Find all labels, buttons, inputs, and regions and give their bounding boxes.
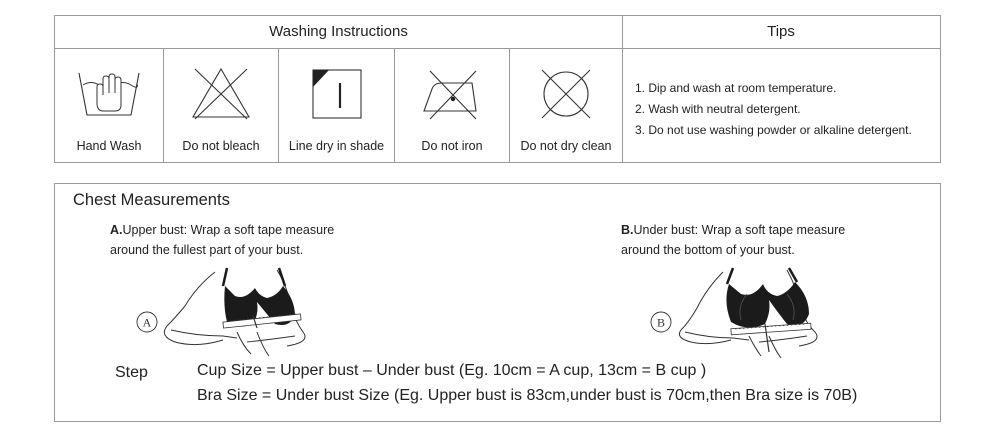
upper-bust-illustration [127, 266, 347, 361]
hand-wash-icon [77, 65, 141, 123]
care-label: Do not dry clean [520, 139, 612, 153]
tips-header: Tips [767, 23, 795, 40]
under-bust-instruction [621, 220, 845, 260]
cup-size-formula: Cup Size = Upper bust – Under bust (Eg. 10cm = A cup, 13cm = B cup ) [197, 362, 707, 379]
do-not-iron-icon [420, 65, 484, 123]
care-label: Hand Wash [76, 139, 142, 153]
table-divider [622, 16, 623, 162]
washing-instructions-table [54, 15, 941, 163]
care-label: Do not bleach [182, 139, 260, 153]
care-cell-hand-wash [55, 49, 163, 162]
do-not-bleach-icon [189, 65, 253, 123]
washing-instructions-header: Washing Instructions [269, 23, 408, 40]
tips-list [635, 78, 935, 141]
upper-bust-line2: around the fullest part of your bust. [110, 243, 304, 257]
under-bust-line2: around the bottom of your bust. [621, 243, 795, 257]
tip-item: 1. Dip and wash at room temperature. [635, 81, 837, 95]
upper-bust-instruction [110, 220, 334, 260]
care-label: Line dry in shade [288, 139, 385, 153]
under-bust-letter: B. [621, 223, 634, 237]
care-cell-do-not-bleach [164, 49, 278, 162]
under-bust-line1: Under bust: Wrap a soft tape measure [633, 223, 846, 237]
do-not-dry-clean-icon [534, 65, 598, 123]
care-cell-do-not-iron [395, 49, 509, 162]
chest-measurements-panel [54, 183, 941, 422]
care-cell-do-not-dry-clean [510, 49, 622, 162]
tip-item: 3. Do not use washing powder or alkaline detergent. [635, 123, 912, 137]
step-label: Step [115, 364, 148, 381]
under-bust-illustration [637, 266, 857, 361]
upper-bust-line1: Upper bust: Wrap a soft tape measure [122, 223, 335, 237]
line-dry-in-shade-icon [305, 65, 369, 123]
care-label: Do not iron [421, 139, 483, 153]
upper-bust-letter: A. [110, 223, 123, 237]
tip-item: 2. Wash with neutral detergent. [635, 102, 801, 116]
bra-size-formula: Bra Size = Under bust Size (Eg. Upper bust is 83cm,under bust is 70cm,then Bra size is 70B) [197, 387, 858, 404]
care-cell-line-dry-in-shade [279, 49, 394, 162]
chest-measurements-title: Chest Measurements [73, 191, 230, 209]
upper-bust-marker: A [142, 315, 152, 330]
under-bust-marker: B [656, 315, 666, 330]
